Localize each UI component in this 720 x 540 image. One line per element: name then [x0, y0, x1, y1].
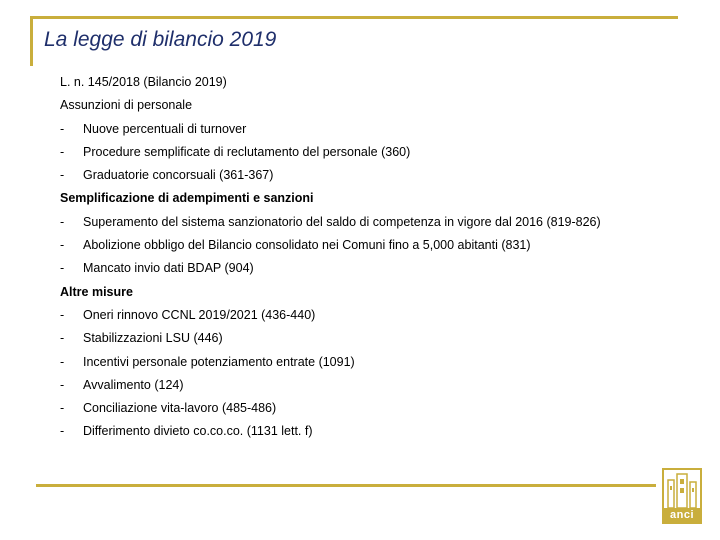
list-item-text: Stabilizzazioni LSU (446) — [83, 331, 223, 346]
list-item — [60, 234, 620, 257]
list-item — [60, 141, 620, 164]
section-heading: Assunzioni di personale — [60, 98, 193, 113]
list-item — [60, 304, 620, 327]
list-item — [60, 420, 620, 443]
slide-content — [60, 71, 620, 444]
list-item-text: Superamento del sistema sanzionatorio del saldo di competenza in vigore dal 2016 (819-826) — [83, 214, 601, 229]
left-border-rule — [30, 16, 33, 66]
list-item — [60, 211, 620, 234]
list-item-text: Differimento divieto co.co.co. (1131 lett. f) — [83, 424, 313, 439]
bullet-dash: - — [60, 354, 65, 369]
section-heading: Altre misure — [60, 284, 133, 299]
bullet-dash: - — [60, 307, 65, 322]
bullet-dash: - — [60, 261, 65, 276]
anci-logo — [662, 468, 702, 524]
list-item — [60, 374, 620, 397]
bullet-dash: - — [60, 121, 65, 136]
list-item — [60, 118, 620, 141]
bullet-dash: - — [60, 214, 65, 229]
bullet-dash: - — [60, 238, 65, 253]
list-item-text: Conciliazione vita-lavoro (485-486) — [83, 401, 277, 416]
list-item-text: Abolizione obbligo del Bilancio consolidato nei Comuni fino a 5,000 abitanti (831) — [83, 238, 531, 253]
list-item-text: Incentivi personale potenziamento entrate (1091) — [83, 354, 355, 369]
bullet-dash: - — [60, 401, 65, 416]
section-heading: Semplificazione di adempimenti e sanzioni — [60, 191, 314, 206]
bottom-border-rule — [36, 484, 656, 487]
bullet-dash: - — [60, 331, 65, 346]
list-item-text: Procedure semplificate di reclutamento del personale (360) — [83, 144, 411, 159]
list-item — [60, 397, 620, 420]
slide-title: La legge di bilancio 2019 — [44, 28, 277, 51]
bullet-dash: - — [60, 424, 65, 439]
list-item-text: Graduatorie concorsuali (361-367) — [83, 168, 274, 183]
section-assunzioni — [60, 94, 620, 187]
list-item — [60, 351, 620, 374]
list-item — [60, 257, 620, 280]
logo-label: anci — [669, 509, 694, 521]
bullet-dash: - — [60, 377, 65, 392]
top-border-rule — [30, 16, 678, 19]
list-item-text: Avvalimento (124) — [83, 377, 184, 392]
list-item-text: Nuove percentuali di turnover — [83, 121, 247, 136]
list-item — [60, 164, 620, 187]
law-reference: L. n. 145/2018 (Bilancio 2019) — [60, 75, 227, 89]
list-item-text: Oneri rinnovo CCNL 2019/2021 (436-440) — [83, 307, 316, 322]
section-altre-misure — [60, 281, 620, 444]
section-semplificazione — [60, 187, 620, 280]
list-item — [60, 327, 620, 350]
bullet-dash: - — [60, 144, 65, 159]
list-item-text: Mancato invio dati BDAP (904) — [83, 261, 254, 276]
bullet-dash: - — [60, 168, 65, 183]
